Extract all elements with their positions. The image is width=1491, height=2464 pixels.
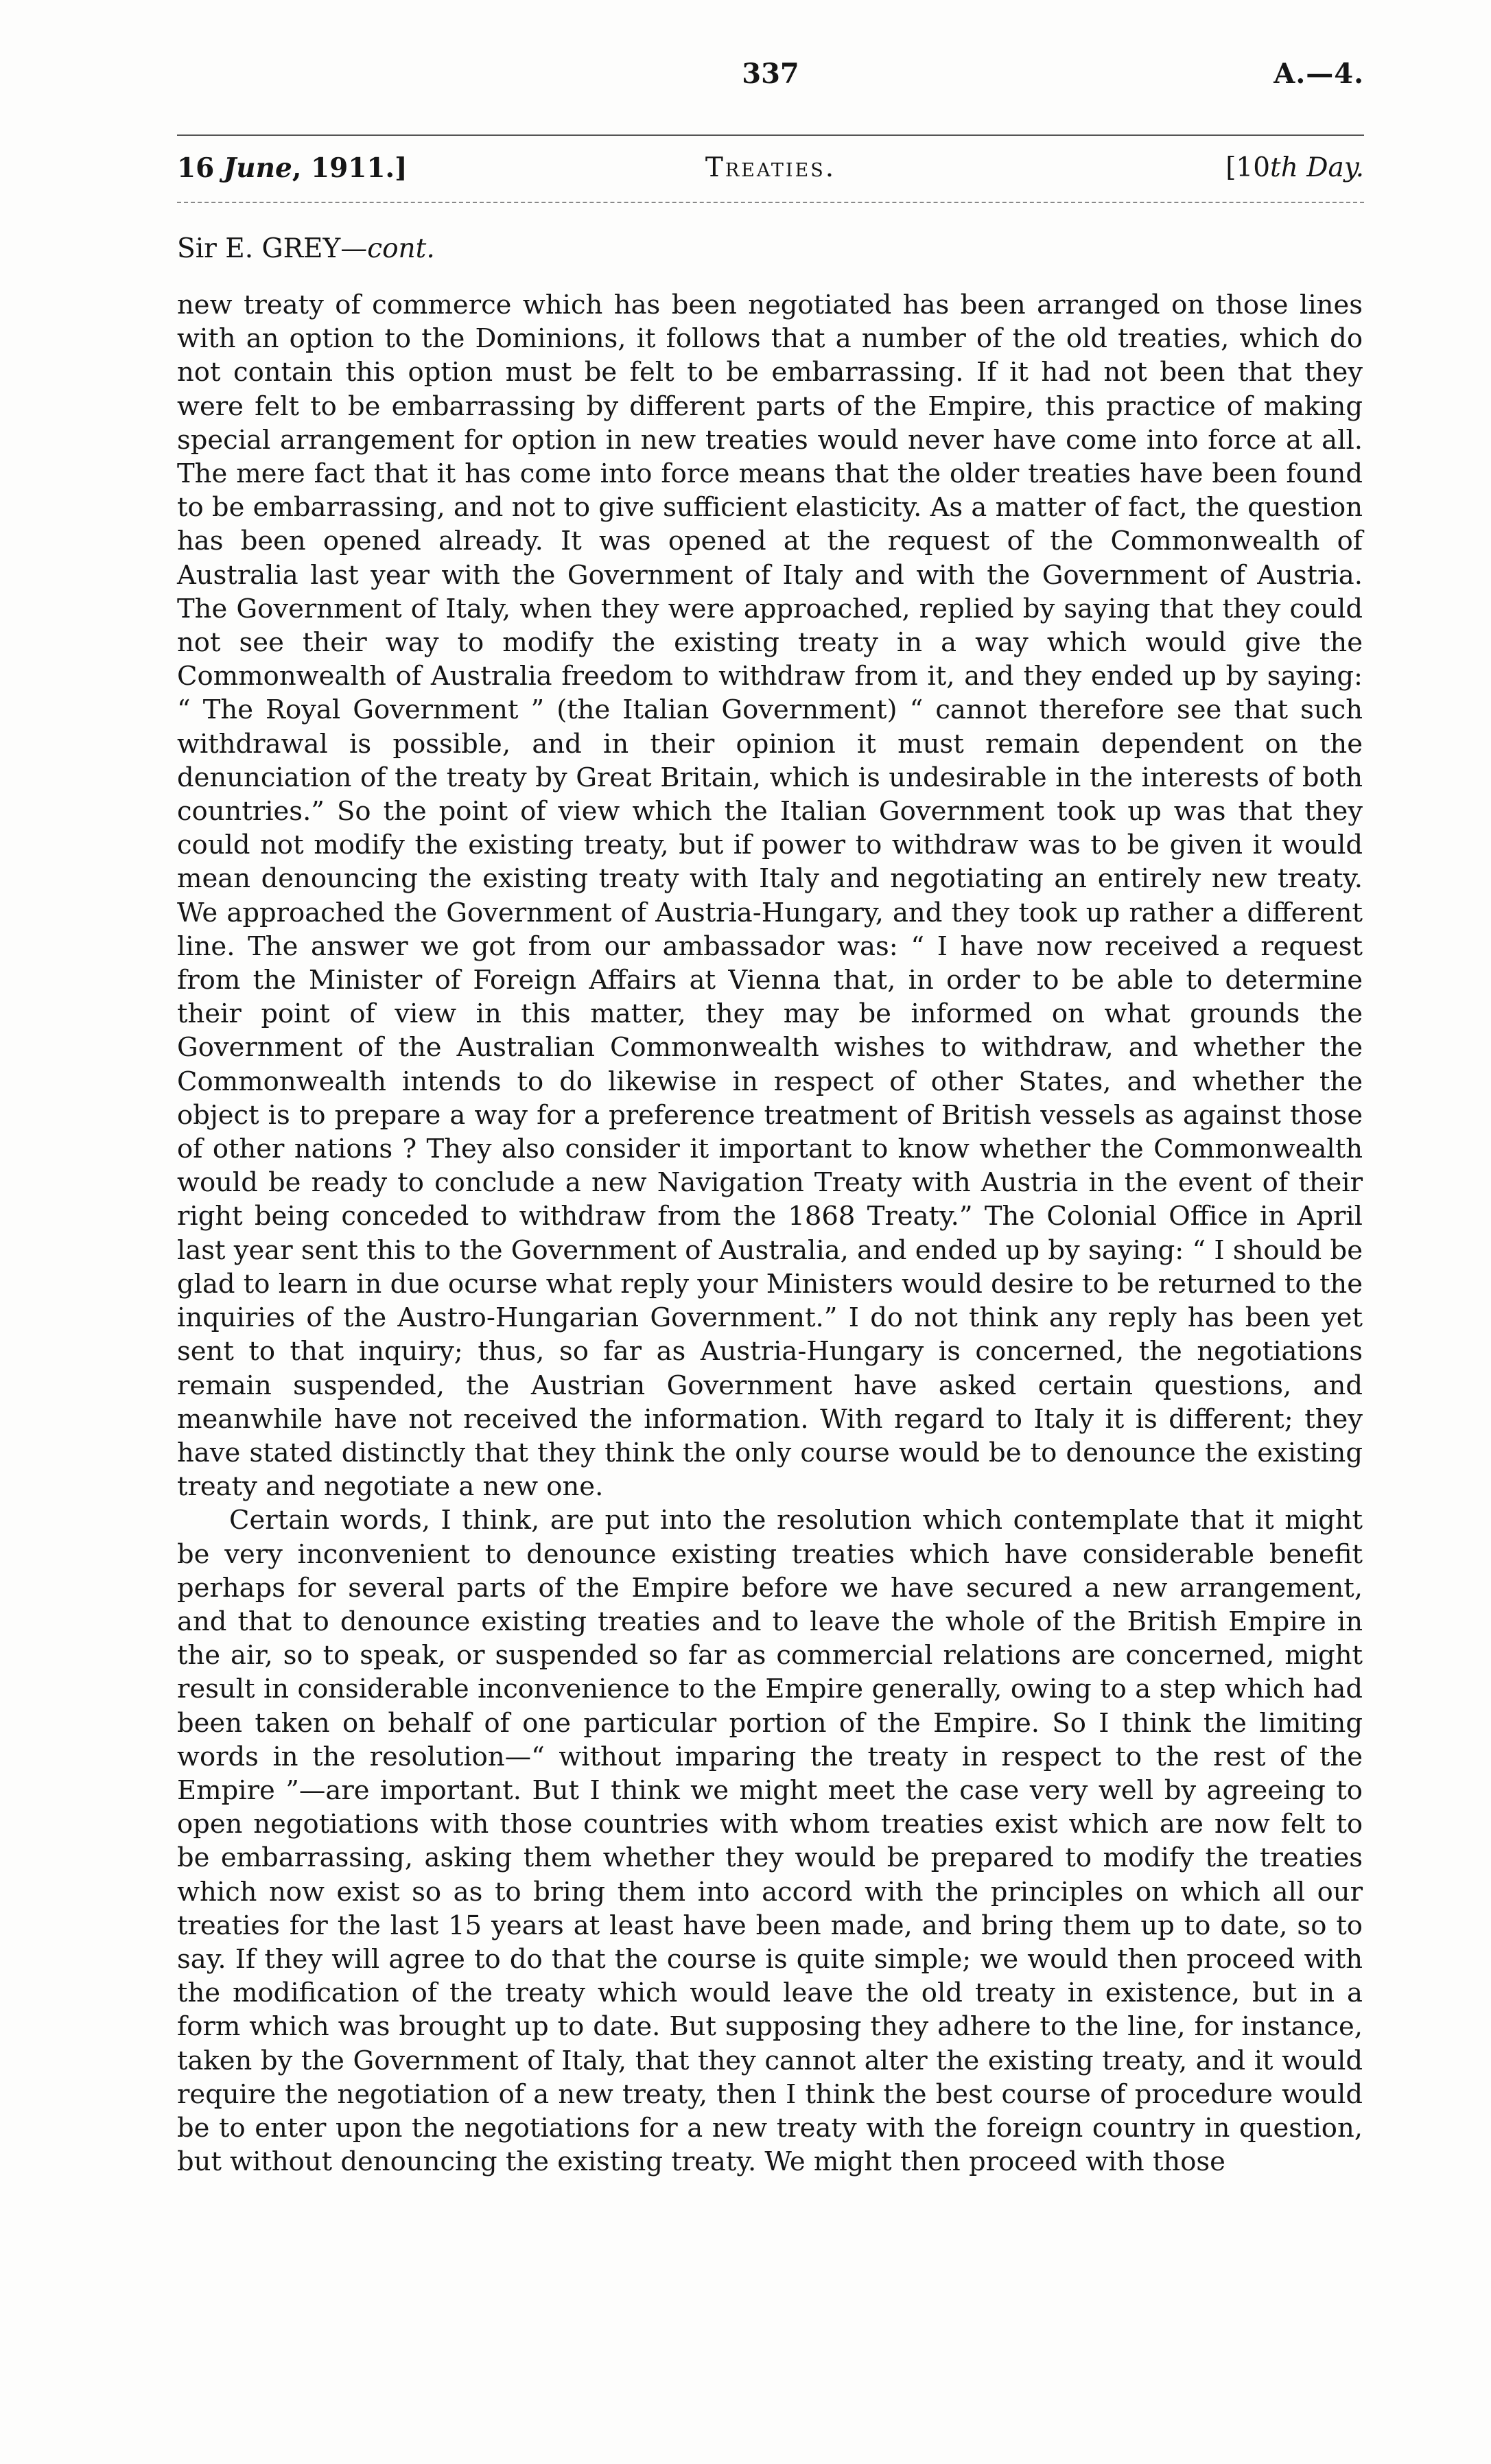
speaker-name: Sir E. GREY— — [177, 233, 368, 264]
speech-body — [177, 288, 1363, 2179]
document-reference: A.—4. — [1273, 58, 1364, 90]
day-prefix: [10 — [1225, 152, 1271, 183]
page-number: 337 — [742, 58, 799, 90]
paragraph-1: new treaty of commerce which has been negotiated has been arranged on those lines with an option to the Dominions, it follows that a number of the old treaties, which do not contain this option must be felt to be embarrassing. If it had not been that they were felt to be embarrassing by different parts of the Empire, this practice of making special arrangement for option in new treaties would never have come into force at all. The mere fact that it has come into force means that the older treaties have been found to be embarrassing, and not to give sufficient elasticity. As a matter of fact, the question has been opened already. It was opened at the request of the Commonwealth of Australia last year with the Government of Italy and with the Government of Austria. The Government of Italy, when they were approached, replied by saying that they could not see their way to modify the existing treaty in a way which would give the Commonwealth of Australia freedom to withdraw from it, and they ended up by saying: “ The Royal Government ” (the Italian Government) “ cannot therefore see that such withdrawal is possible, and in their opinion it must remain dependent on the denunciation of the treaty by Great Britain, which is undesirable in the interests of both countries.” So the point of view which the Italian Government took up was that they could not modify the existing treaty, but if power to withdraw was to be given it would mean denouncing the existing treaty with Italy and negotiating an entirely new treaty. We approached the Government of Austria-Hungary, and they took up rather a different line. The answer we got from our ambassador was: “ I have now received a request from the Minister of Foreign Affairs at Vienna that, in order to be able to determine their point of view in this matter, they may be informed on what grounds the Government of the Australian Commonwealth wishes to withdraw, and whether the Commonwealth intends to do likewise in respect of other States, and whether the object is to prepare a way for a preference treatment of British vessels as against those of other nations ? They also consider it important to know whether the Commonwealth would be ready to conclude a new Navigation Treaty with Austria in the event of their right being conceded to withdraw from the 1868 Treaty.” The Colonial Office in April last year sent this to the Government of Australia, and ended up by saying: “ I should be glad to learn in due ocurse what reply your Ministers would desire to be returned to the inquiries of the Austro-Hungarian Government.” I do not think any reply has been yet sent to that inquiry; thus, so far as Austria-Hungary is concerned, the negotiations remain suspended, the Austrian Government have asked certain questions, and meanwhile have not received the information. With regard to Italy it is different; they have stated distinctly that they think the only course would be to denounce the existing treaty and negotiate a new one. — [177, 290, 1363, 1503]
speaker-heading — [177, 233, 435, 264]
date-prefix: 16 — [177, 152, 224, 184]
running-head-rule — [177, 202, 1364, 203]
day-suffix: th Day. — [1270, 152, 1364, 183]
running-head — [177, 152, 1364, 193]
section-title: Treaties. — [705, 152, 836, 183]
session-day — [1225, 152, 1364, 183]
speaker-continuation: cont. — [367, 233, 435, 264]
header-rule — [177, 134, 1364, 136]
page-header — [177, 58, 1364, 102]
paragraph-2: Certain words, I think, are put into the resolution which contemplate that it might be very inconvenient to denounce existing treaties which have considerable benefit perhaps for several parts of the Empire before we have secured a new arrangement, and that to denounce existing treaties and to leave the whole of the British Empire in the air, so to speak, or suspended so far as commercial relations are concerned, might result in considerable inconvenience to the Empire generally, owing to a step which had been taken on behalf of one particular portion of the Empire. So I think the limiting words in the resolution—“ without imparing the treaty in respect to the rest of the Empire ”—are important. But I think we might meet the case very well by agreeing to open negotiations with those countries with whom treaties exist which are now felt to be embarrassing, asking them whether they would be prepared to modify the treaties which now exist so as to bring them into accord with the principles on which all our treaties for the last 15 years at least have been made, and bring them up to date, so to say. If they will agree to do that the course is quite simple; we would then proceed with the modification of the treaty which would leave the old treaty in existence, but in a form which was brought up to date. But supposing they adhere to the line, for instance, taken by the Government of Italy, that they cannot alter the existing treaty, and it would require the negotiation of a new treaty, then I think the best course of procedure would be to enter upon the negotiations for a new treaty with the foreign country in question, but without denouncing the existing treaty. We might then proceed with those — [177, 1505, 1363, 2178]
date-month: June — [223, 152, 292, 184]
date-suffix: , 1911.] — [292, 152, 408, 184]
